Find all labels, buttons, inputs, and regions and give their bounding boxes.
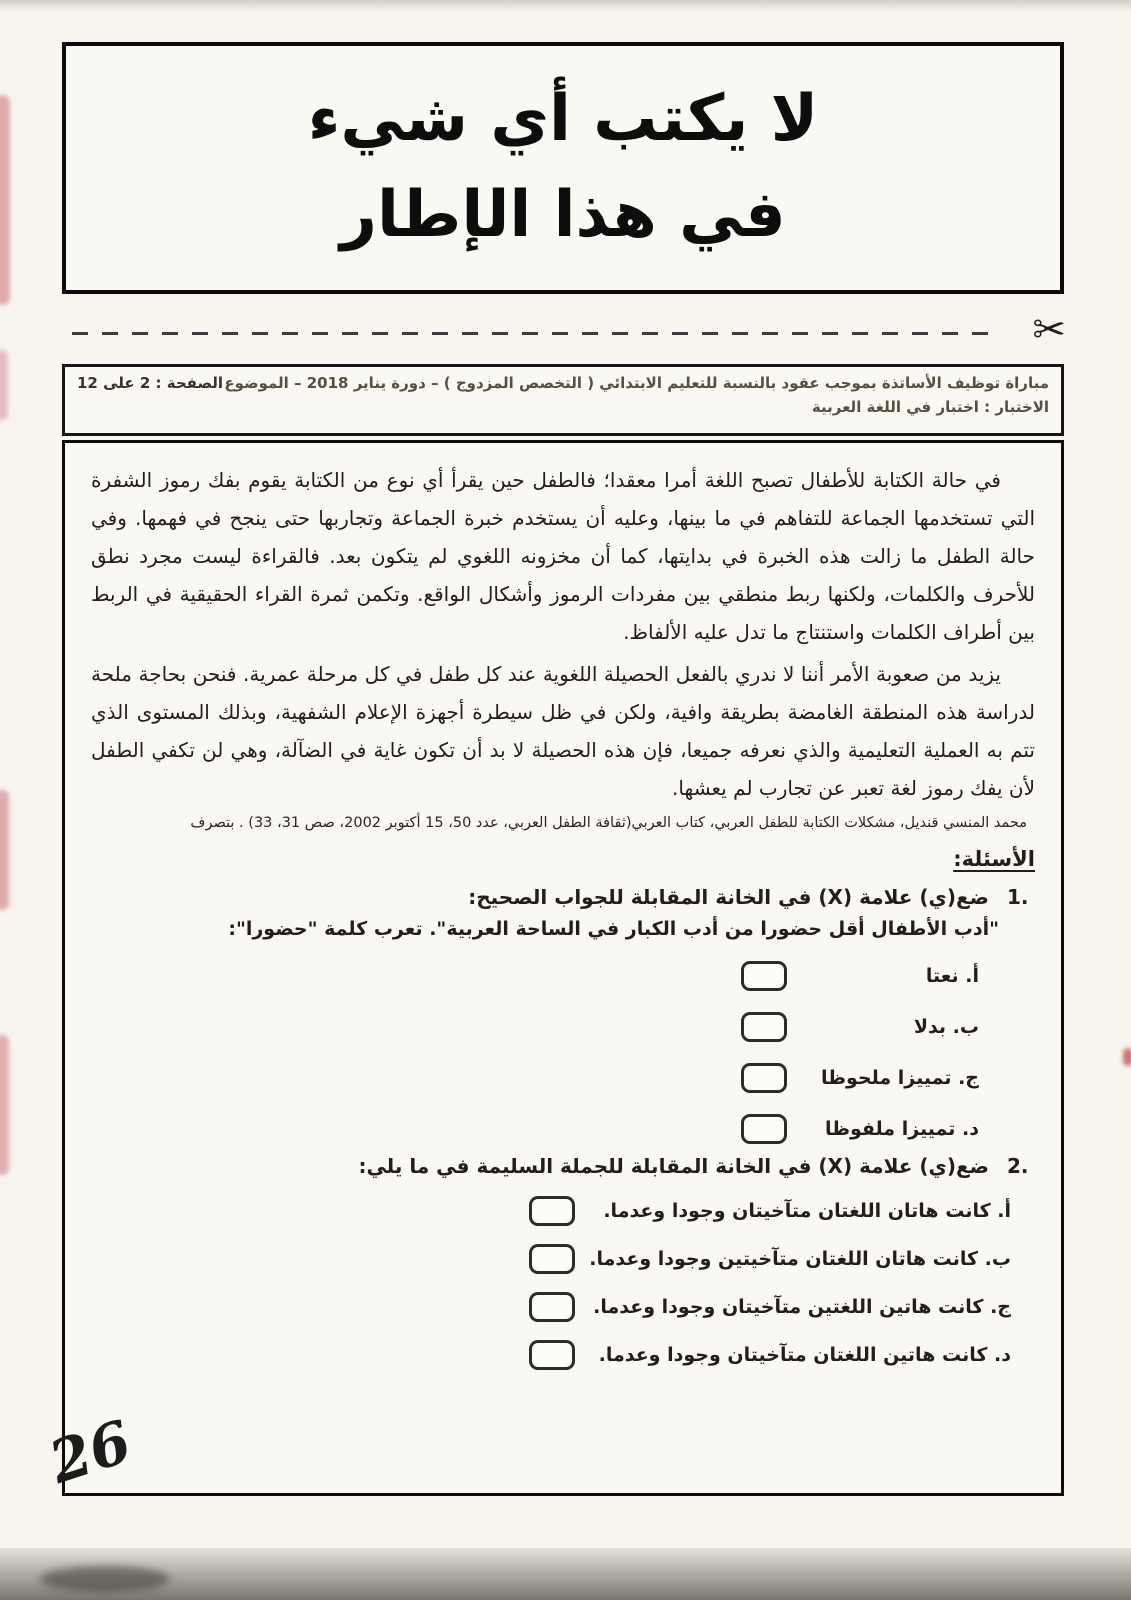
- exam-header-row-1: [77, 374, 1049, 392]
- exam-title: مباراة توظيف الأساتذة بموجب عقود بالنسبة للتعليم الابتدائي ( التخصص المزدوج ) – دورة يناير 2018 – الموضوع: [224, 374, 1049, 392]
- q2-option-a-label: أ. كانت هاتان اللغتان متآخيتان وجودا وعدما.: [603, 1200, 1011, 1222]
- q2-option-b-checkbox[interactable]: [529, 1244, 575, 1274]
- q1-option-d-label: د. تمييزا ملفوظا: [824, 1118, 979, 1140]
- question-1-number: 1.: [1007, 885, 1029, 909]
- q1-option-c: [91, 1063, 1035, 1093]
- q2-option-b-label: ب. كانت هاتان اللغتان متآخيتين وجودا وعدما.: [589, 1248, 1011, 1270]
- scan-top-shadow: [0, 0, 1131, 12]
- q1-option-a-checkbox[interactable]: [741, 961, 787, 991]
- q2-option-a: [91, 1196, 1035, 1226]
- scissors-icon: ✂: [1032, 307, 1066, 353]
- q1-option-a-label: أ. نعتا: [925, 965, 979, 987]
- question-2-options: [91, 1196, 1035, 1370]
- questions-title: الأسئلة:: [953, 847, 1035, 871]
- exam-subject: الاختبار : اختبار في اللغة العربية: [811, 398, 1049, 416]
- no-write-line-2: في هذا الإطار: [340, 178, 786, 252]
- scan-bottom-smudge: [40, 1566, 170, 1592]
- q1-option-d-checkbox[interactable]: [741, 1114, 787, 1144]
- question-1-text: ضع(ي) علامة (X) في الخانة المقابلة للجواب الصحيح:: [468, 885, 989, 909]
- q2-option-c-checkbox[interactable]: [529, 1292, 575, 1322]
- handwritten-mark: 26: [41, 1407, 140, 1497]
- question-2-number: 2.: [1007, 1154, 1029, 1178]
- exam-header-box: [62, 364, 1064, 436]
- scan-smudge-pink-2: [0, 350, 8, 420]
- scan-smudge-pink-3: [0, 790, 9, 910]
- passage-paragraph-1: في حالة الكتابة للأطفال تصبح اللغة أمرا معقدا؛ فالطفل حين يقرأ أي نوع من الكتابة يقوم بفك رموز الشفرة التي تستخدمها الجماعة للتفاهم في ما بينها، وعليه أن يستخدم خبرة الجماعة وتجاربها حتى ينجح في فهمها. وفي حالة الطفل ما زالت هذه الخبرة في بدايتها، كما أن مخزونه اللغوي لم يتكون بعد. فالقراءة ليست مجرد نطق للأحرف والكلمات، ولكنها ربط منطقي بين مفردات الرموز وأشكال الواقع. وتكمن ثمرة القراء الحقيقية في الربط بين أطراف الكلمات واستنتاج ما تدل عليه الألفاظ.: [91, 468, 1035, 644]
- q2-option-c-label: ج. كانت هاتين اللغتين متآخيتان وجودا وعدما.: [593, 1296, 1011, 1318]
- question-2: [91, 1154, 1035, 1370]
- scan-smudge-red-dot: [1123, 1048, 1131, 1066]
- question-1-subtext: "أدب الأطفال أقل حضورا من أدب الكبار في الساحة العربية". تعرب كلمة "حضورا":: [228, 918, 999, 940]
- scan-smudge-pink-1: [0, 95, 10, 305]
- q2-option-d-label: د. كانت هاتين اللغتان متآخيتان وجودا وعدما.: [598, 1344, 1011, 1366]
- q1-option-b-label: ب. بدلا: [913, 1016, 979, 1038]
- dashed-line: [72, 332, 1002, 335]
- q1-option-d: [91, 1114, 1035, 1144]
- question-1-head: [91, 885, 1035, 909]
- q1-option-c-checkbox[interactable]: [741, 1063, 787, 1093]
- q2-option-b: [91, 1244, 1035, 1274]
- question-2-head: [91, 1154, 1035, 1178]
- scan-smudge-pink-4: [0, 1035, 9, 1175]
- exam-body-box: [62, 440, 1064, 1496]
- q2-option-c: [91, 1292, 1035, 1322]
- passage-paragraph-2: يزيد من صعوبة الأمر أننا لا ندري بالفعل الحصيلة اللغوية عند كل طفل في كل مرحلة عمرية. فنحن بحاجة ملحة لدراسة هذه المنطقة الغامضة بطريقة وافية، ولكن في ظل سيطرة أجهزة الإعلام الشفهية، وبذلك المستوى الذي تتم به العملية التعليمية والذي نعرفه جميعا، فإن هذه الحصيلة لا بد أن تكون غاية في الضآلة، وهي لن تكفي الطفل لأن يفك رموز لغة تعبر عن تجارب لم يعشها.: [91, 662, 1035, 800]
- question-2-text: ضع(ي) علامة (X) في الخانة المقابلة للجملة السليمة في ما يلي:: [358, 1154, 989, 1178]
- q2-option-a-checkbox[interactable]: [529, 1196, 575, 1226]
- page-indicator: الصفحة : 2 على 12: [77, 374, 224, 392]
- question-1-options: [91, 961, 1035, 1144]
- cut-line: [72, 307, 1066, 353]
- q1-option-b-checkbox[interactable]: [741, 1012, 787, 1042]
- question-1: [91, 885, 1035, 1144]
- passage-citation: محمد المنسي قنديل، مشكلات الكتابة للطفل العربي، كتاب العربي(ثقافة الطفل العربي، عدد 50، 15 أكتوبر 2002، صص 31، 33) . بتصرف: [190, 815, 1027, 831]
- q1-option-a: [91, 961, 1035, 991]
- no-write-line-1: لا يكتب أي شيء: [307, 82, 819, 157]
- q1-option-b: [91, 1012, 1035, 1042]
- q2-option-d: [91, 1340, 1035, 1370]
- no-write-frame: [62, 42, 1064, 294]
- scan-bottom-shadow: [0, 1548, 1131, 1600]
- q2-option-d-checkbox[interactable]: [529, 1340, 575, 1370]
- q1-option-c-label: ج. تمييزا ملحوظا: [820, 1067, 979, 1089]
